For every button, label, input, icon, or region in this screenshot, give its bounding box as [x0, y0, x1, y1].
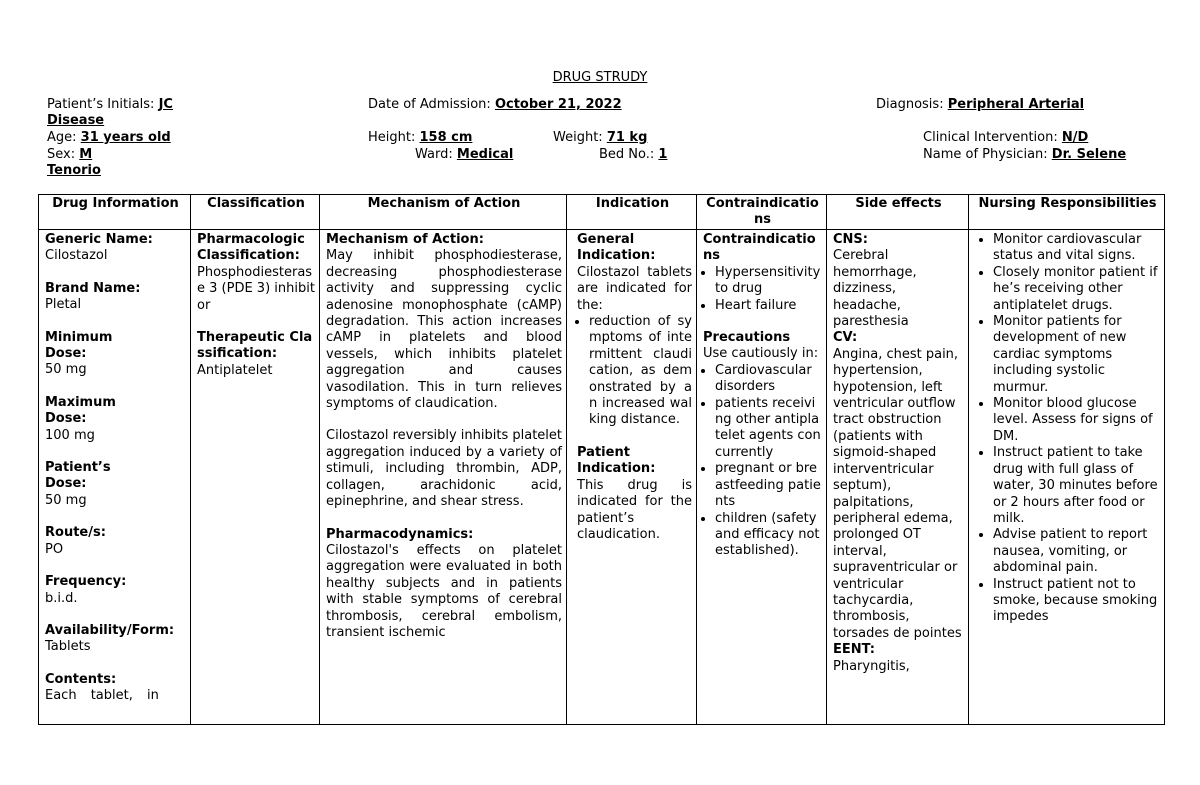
frequency-value: b.i.d.: [45, 590, 78, 606]
cns-text: Cerebral hemorrhage, dizziness, headache, paresthesia: [833, 248, 917, 330]
cell-classification: [191, 230, 320, 725]
table-header-row: [39, 195, 1165, 230]
pharm-class-label: Pharmacologic Classification:: [197, 232, 305, 264]
route-value: PO: [45, 541, 64, 557]
moa-text-2: Cilostazol reversibly inhibits platelet aggregation induced by a variety of stimuli, including thrombin, ADP, collagen, arachidonic acid, epinephrine, and shear stress.: [326, 428, 562, 510]
contra-label: Contraindications: [703, 232, 816, 264]
col-header-side-effects: Side effects: [827, 195, 969, 230]
cell-drug-info: [39, 230, 191, 725]
age-line: [47, 130, 171, 146]
min-dose-label: Minimum Dose:: [45, 329, 113, 362]
height-label: Height:: [368, 130, 416, 145]
col-header-drug-info: Drug Information: [39, 195, 191, 230]
nursing-list: [975, 232, 1160, 626]
physician-label: Name of Physician:: [923, 147, 1048, 162]
initials-line: [47, 97, 173, 113]
sex-line: [47, 147, 92, 163]
diagnosis-label: Diagnosis:: [876, 97, 944, 112]
pharm-class-value: Phosphodiesterase 3 (PDE 3) inhibitor: [197, 264, 315, 313]
age-value: 31 years old: [80, 130, 171, 145]
ther-class-label: Therapeutic Classification:: [197, 330, 313, 362]
col-header-contraindications: Contraindications: [697, 195, 827, 230]
physician-line: [923, 147, 1126, 163]
list-item: • Cardiovascular disorders: [715, 363, 822, 396]
eent-label: EENT:: [833, 642, 875, 658]
weight-value: 71 kg: [606, 130, 648, 145]
list-item: • Instruct patient not to smoke, because smoking impedes: [993, 577, 1160, 626]
ward-line: [415, 147, 513, 163]
list-item: • Monitor blood glucose level. Assess for signs of DM.: [993, 396, 1160, 445]
precautions-intro: Use cautiously in:: [703, 346, 819, 362]
moa-label: Mechanism of Action:: [326, 232, 484, 247]
sex-value: M: [79, 147, 93, 162]
bed-line: [599, 147, 667, 163]
intervention-line: [923, 130, 1088, 146]
availability-value: Tablets: [45, 639, 91, 655]
general-indication-label: General Indication:: [577, 232, 656, 264]
list-item: • reduction of symptoms of intermittent claudication, as demonstrated by an increased walking distance.: [589, 314, 692, 429]
cell-indication: [567, 230, 697, 725]
sex-label: Sex:: [47, 147, 76, 162]
height-value: 158 cm: [419, 130, 473, 145]
patient-indication-text: This drug is indicated for the patient’s claudication.: [577, 477, 692, 542]
brand-label: Brand Name:: [45, 280, 141, 296]
physician-value-cont: Tenorio: [47, 163, 101, 178]
route-label: Route/s:: [45, 525, 106, 541]
admission-label: Date of Admission:: [368, 97, 491, 112]
list-item: • Advise patient to report nausea, vomiting, or abdominal pain.: [993, 527, 1160, 576]
weight-label: Weight:: [553, 130, 603, 145]
list-item: • Monitor patients for development of new cardiac symptoms including systolic murmur.: [993, 314, 1160, 396]
list-item: • Instruct patient to take drug with full glass of water, 30 minutes before or 2 hours after food or milk.: [993, 445, 1160, 527]
bed-label: Bed No.:: [599, 147, 655, 162]
ward-label: Ward:: [415, 147, 453, 162]
cv-label: CV:: [833, 330, 858, 346]
cv-text: Angina, chest pain, hypertension, hypotension, left ventricular outflow tract obstruction (patients with sigmoid-shaped interventricular septum), palpitations, peripheral edema, prolonged OT interval, supraventricular or ventricular tachycardia, thrombosis, torsades de pointes: [833, 346, 962, 641]
col-header-indication: Indication: [567, 195, 697, 230]
min-dose-value: 50 mg: [45, 362, 87, 378]
pd-label: Pharmacodynamics:: [326, 526, 474, 542]
table-body-row: [39, 230, 1165, 725]
list-item: • children (safety and efficacy not established).: [715, 511, 822, 560]
diagnosis-line: [876, 97, 1084, 113]
patient-dose-value: 50 mg: [45, 492, 87, 508]
contra-list: [703, 265, 822, 314]
intervention-label: Clinical Intervention:: [923, 130, 1058, 145]
cell-nursing: [969, 230, 1165, 725]
intervention-value: N/D: [1061, 130, 1089, 145]
initials-value: JC: [158, 97, 173, 112]
generic-label: Generic Name:: [45, 232, 153, 247]
contents-label: Contents:: [45, 671, 117, 687]
list-item: • Heart failure: [715, 298, 822, 314]
col-header-nursing: Nursing Responsibilities: [969, 195, 1165, 230]
general-indication-text: Cilostazol tablets are indicated for the:: [577, 264, 692, 313]
cell-side-effects: [827, 230, 969, 725]
page-title: DRUG STRUDY: [552, 70, 648, 85]
age-label: Age:: [47, 130, 77, 145]
moa-text: May inhibit phosphodiesterase, decreasing phosphodiesterase activity and suppressing cyclic adenosine monophosphate (cAMP) degradation. This action increases cAMP in platelets and blood vessels, which inhibits platelet aggregation and causes vasodilation. This in turn relieves symptoms of claudication.: [326, 248, 562, 412]
admission-value: October 21, 2022: [494, 97, 622, 112]
patient-dose-label: Patient’s Dose:: [45, 460, 111, 492]
list-item: • patients receiving other antiplatelet agents concurrently: [715, 396, 822, 462]
cns-label: CNS:: [833, 232, 868, 247]
contents-value: Each tablet, in: [45, 688, 159, 704]
precautions-list: [703, 363, 822, 560]
eent-text: Pharyngitis,: [833, 658, 910, 674]
height-line: [368, 130, 472, 146]
patient-indication-label: Patient Indication:: [577, 444, 656, 477]
initials-label: Patient’s Initials:: [47, 97, 155, 112]
ward-value: Medical: [456, 147, 514, 162]
diagnosis-value-cont: Disease: [47, 113, 105, 128]
list-item: • pregnant or breastfeeding patients: [715, 461, 822, 510]
general-indication-list: [577, 314, 692, 429]
physician-value: Dr. Selene: [1051, 147, 1127, 162]
max-dose-label: Maximum Dose:: [45, 394, 116, 427]
precautions-label: Precautions: [703, 330, 791, 346]
cell-mechanism: [320, 230, 567, 725]
admission-line: [368, 97, 622, 113]
frequency-label: Frequency:: [45, 574, 127, 590]
max-dose-value: 100 mg: [45, 427, 95, 443]
col-header-mechanism: Mechanism of Action: [320, 195, 567, 230]
list-item: • Closely monitor patient if he’s receiving other antiplatelet drugs.: [993, 265, 1160, 314]
ther-class-value: Antiplatelet: [197, 362, 273, 378]
col-header-classification: Classification: [191, 195, 320, 230]
brand-value: Pletal: [45, 297, 82, 313]
cell-contraindications: [697, 230, 827, 725]
pd-text: Cilostazol's effects on platelet aggregation were evaluated in both healthy subjects and in patients with stable symptoms of cerebral thrombosis, cerebral embolism, transient ischemic: [326, 542, 562, 640]
list-item: • Hypersensitivity to drug: [715, 265, 822, 298]
bed-value: 1: [658, 147, 668, 162]
generic-value: Cilostazol: [45, 248, 108, 264]
diagnosis-value: Peripheral Arterial: [947, 97, 1085, 112]
weight-line: [553, 130, 647, 146]
list-item: • Monitor cardiovascular status and vital signs.: [993, 232, 1160, 265]
availability-label: Availability/Form:: [45, 622, 175, 638]
drug-study-table: [38, 194, 1165, 725]
